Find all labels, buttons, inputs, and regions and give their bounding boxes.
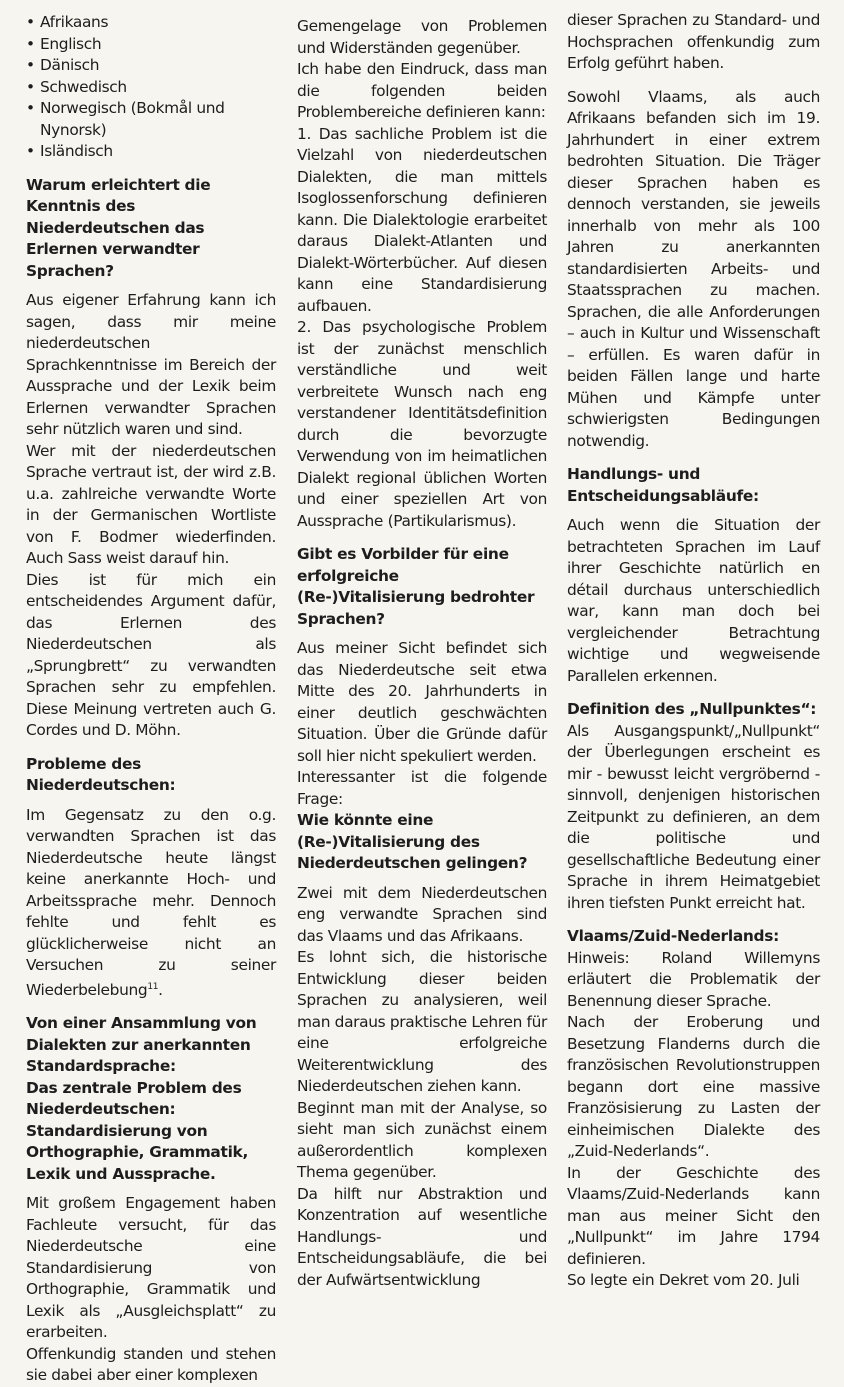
paragraph: Aus meiner Sicht befindet sich das Niederdeutsche seit etwa Mitte des 20. Jahrhunderts in einer deutlich geschwächten Situation. Über die Gründe dafür soll hier nicht spekuliert werden. bbox=[297, 639, 547, 765]
heading-kenntnis: Warum erleichtert die Kenntnis des Niederdeutschen das Erlernen verwandter Sprachen? bbox=[26, 175, 211, 280]
bullet-icon: • bbox=[26, 34, 35, 53]
paragraph: Beginnt man mit der Analyse, so sieht man sich zunächst einem außerordentlich komplexen Thema gegenüber. bbox=[297, 1098, 547, 1181]
heading-probleme: Probleme des Niederdeutschen: bbox=[26, 754, 176, 794]
bullet-icon: • bbox=[26, 77, 35, 96]
column-2 bbox=[297, 16, 547, 1291]
spacer bbox=[26, 742, 276, 754]
paragraph: Interessanter ist die folgende Frage: bbox=[297, 768, 547, 808]
bullet-icon: • bbox=[26, 142, 35, 160]
paragraph: Da hilft nur Abstraktion und Konzentration auf wesentliche Handlungs- und Entscheidungsabläufe, die bei der Aufwärtsentwicklung bbox=[297, 1184, 547, 1289]
spacer bbox=[26, 163, 276, 175]
paragraph: Mit großem Engagement haben Fachleute versucht, für das Niederdeutsche eine Standardisierung von Orthographie, Grammatik und Lexik als „Ausgleichsplatt“ zu erarbeiten. bbox=[26, 1194, 276, 1342]
language-list bbox=[26, 12, 276, 163]
paragraph: Gemengelage von Problemen und Widerständen gegenüber. bbox=[297, 17, 547, 57]
paragraph: So legte ein Dekret vom 20. Juli bbox=[567, 1271, 800, 1289]
list-item: • Englisch bbox=[26, 34, 276, 56]
list-item: • Schwedisch bbox=[26, 77, 276, 99]
spacer bbox=[297, 875, 547, 883]
paragraph: Hinweis: Roland Willemyns erläutert die Problematik der Benennung dieser Sprache. bbox=[567, 948, 820, 1010]
heading-definition: Definition des „Nullpunktes“: bbox=[567, 700, 817, 718]
footnote-marker: 11 bbox=[147, 981, 159, 992]
paragraph: dieser Sprachen zu Standard- und Hochsprachen offenkundig zum Erfolg geführt haben. bbox=[567, 11, 820, 72]
paragraph: 2. Das psychologische Problem ist der zunächst menschlich verständliche und weit verbreitete Wunsch nach eng verstandener Identitätsdefinition durch die bevorzugte Verwendung von im heimatlichen Dialekt regional üblichen Worten und einer speziellen Art von Aussprache (Partikularismus). bbox=[297, 318, 547, 530]
column-1 bbox=[26, 12, 276, 1387]
heading-zentral: Das zentrale Problem des Niederdeutschen: Standardisierung von Orthographie, Grammatik, Lexik und Aussprache. bbox=[26, 1078, 249, 1183]
spacer bbox=[567, 75, 820, 87]
paragraph: Es lohnt sich, die historische Entwicklung dieser beiden Sprachen zu analysieren, weil man daraus praktische Lehren für eine erfolgreiche Weiterentwicklung des Niederdeutschen ziehen kann. bbox=[297, 948, 547, 1095]
spacer bbox=[297, 630, 547, 638]
paragraph: In der Geschichte des Vlaams/Zuid-Nederlands kann man aus meiner Sicht den „Nullpunkt“ im Jahre 1794 definieren. bbox=[567, 1163, 820, 1268]
spacer bbox=[567, 687, 820, 699]
paragraph: Sowohl Vlaams, als auch Afrikaans befanden sich im 19. Jahrhundert in einer extrem bedrohten Situation. Die Träger dieser Sprachen haben es dennoch verstanden, sie jeweils innerhalb von mehr als 100 Jahren zu anerkannten standardisierten Arbeits- und Staatssprachen zu machen. Sprachen, die alle Anforderungen – auch in Kultur und Wissenschaft – erfüllen. Es waren dafür in beiden Fällen lange und harte Mühen und Kämpfe unter schwierigsten Bedingungen notwendig. bbox=[567, 87, 820, 450]
paragraph: Zwei mit dem Niederdeutschen eng verwandte Sprachen sind das Vlaams und das Afrikaans. bbox=[297, 883, 547, 945]
heading-ansammlung: Von einer Ansammlung von Dialekten zur anerkannten Standardsprache: bbox=[26, 1014, 257, 1076]
paragraph: Als Ausgangspunkt/„Nullpunkt“ der Überlegungen erscheint es mir - bewusst leicht vergröbernd - sinnvoll, denjenigen historischen Zeitpunkt zu definieren, an dem die politische und gesellschaftliche Bedeutung einer Sprache in ihrem Heimatgebiet ihren tiefsten Punkt erreicht hat. bbox=[567, 721, 820, 912]
paragraph: Aus eigener Erfahrung kann ich sagen, dass mir meine niederdeutschen Sprachkenntnisse im Bereich der Aussprache und der Lexik beim Erlernen verwandter Sprachen sehr nützlich waren und sind. bbox=[26, 291, 276, 438]
paragraph: Auch wenn die Situation der betrachteten Sprachen im Lauf ihrer Geschichte natürlich en détail durchaus unterschiedlich war, kann man doch bei vergleichender Betrachtung wichtige und wegweisende Parallelen erkennen. bbox=[567, 516, 820, 685]
paragraph: Nach der Eroberung und Besetzung Flanderns durch die französischen Revolutionstruppen begann dort eine massive Französisierung zu Lasten der einheimischen Dialekte des „Zuid-Nederlands“. bbox=[567, 1013, 820, 1160]
heading-wie: Wie könnte eine (Re-)Vitalisierung des Niederdeutschen gelingen? bbox=[297, 811, 528, 872]
paragraph: Ich habe den Eindruck, dass man die folgenden beiden Problembereiche definieren kann: bbox=[297, 60, 547, 121]
heading-vlaams: Vlaams/Zuid-Nederlands: bbox=[567, 927, 779, 945]
spacer bbox=[567, 914, 820, 926]
bullet-icon: • bbox=[26, 56, 35, 74]
list-item: • Isländisch bbox=[26, 141, 276, 163]
heading-handlungs: Handlungs- und Entscheidungsabläufe: bbox=[567, 465, 759, 505]
spacer bbox=[26, 1001, 276, 1013]
spacer bbox=[26, 797, 276, 805]
paragraph: Offenkundig standen und stehen sie dabei aber einer komplexen bbox=[26, 1344, 276, 1385]
column-3 bbox=[567, 10, 820, 1292]
list-item: • Dänisch bbox=[26, 55, 276, 77]
spacer bbox=[567, 452, 820, 464]
paragraph: 1. Das sachliche Problem ist die Vielzahl von niederdeutschen Dialekten, die man mittels Isoglossenforschung definieren kann. Die Dialektologie erarbeitet daraus Dialekt-Atlanten und Dialekt-Wörterbücher. Auf diesen kann eine Standardisierung aufbauen. bbox=[297, 124, 547, 315]
heading-vorbilder: Gibt es Vorbilder für eine erfolgreiche (Re-)Vitalisierung bedrohter Sprachen? bbox=[297, 545, 535, 628]
spacer bbox=[297, 532, 547, 544]
list-item: • Norwegisch (Bokmål und Nynorsk) bbox=[26, 99, 225, 139]
bullet-icon: • bbox=[26, 99, 35, 117]
paragraph: Dies ist für mich ein entscheidendes Argument dafür, das Erlernen des Niederdeutschen als „Sprungbrett“ zu verwandten Sprachen sehr zu empfehlen. Diese Meinung vertreten auch G. Cordes und D. Möhn. bbox=[26, 570, 276, 739]
spacer bbox=[567, 507, 820, 515]
paragraph: Im Gegensatz zu den o.g. verwandten Sprachen ist das Niederdeutsche heute längst keine anerkannte Hoch- und Arbeitssprache mehr. Dennoch fehlte und fehlt es glücklicherweise nicht an Versuchen zu seiner Wiederbelebung$^{11}$. bbox=[26, 805, 276, 999]
spacer bbox=[26, 1185, 276, 1193]
list-item: • Afrikaans bbox=[26, 12, 276, 34]
paragraph: Wer mit der niederdeutschen Sprache vertraut ist, der wird z.B. u.a. zahlreiche verwandte Worte in der Germanischen Wortliste von F. Bodmer wiederfinden. Auch Sass weist darauf hin. bbox=[26, 441, 276, 567]
bullet-icon: • bbox=[26, 13, 35, 31]
spacer bbox=[26, 282, 276, 290]
